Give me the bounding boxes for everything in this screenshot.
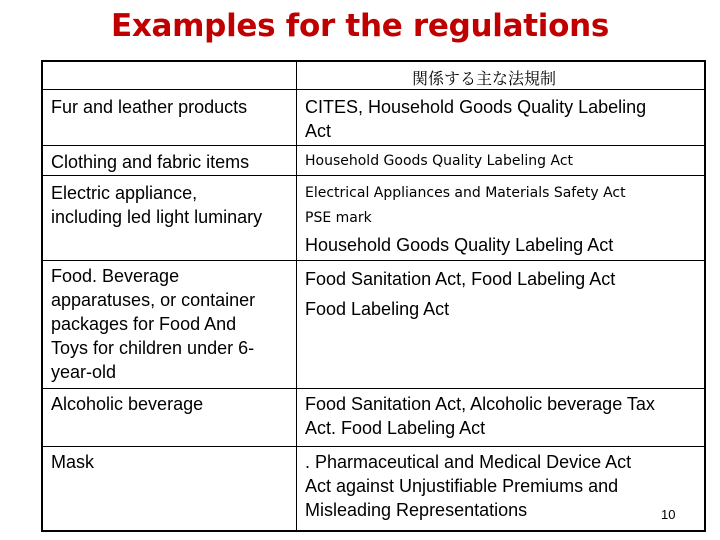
table-row-category: Mask xyxy=(51,452,95,472)
table-row-category: Food. Beverage apparatuses, or container packages for Food And Toys for children under 6- year-old xyxy=(51,266,256,382)
table-row-regulation: . Pharmaceutical and Medical Device Act Act against Unjustifiable Premiums and Misleading Representations xyxy=(305,452,632,520)
column-divider xyxy=(296,61,297,531)
row-divider xyxy=(42,388,705,389)
row-divider xyxy=(42,89,705,90)
table-row-regulation: Household Goods Quality Labeling Act xyxy=(305,153,574,169)
table-row-regulation: Food Sanitation Act, Alcoholic beverage Tax Act. Food Labeling Act xyxy=(305,394,655,438)
table-row-category: Fur and leather products xyxy=(51,97,248,117)
table-row-category: Alcoholic beverage xyxy=(51,394,204,414)
table-row-category: Clothing and fabric items xyxy=(51,152,250,172)
table-header: 関係する主な法規制 xyxy=(412,69,557,88)
table-row-regulation: CITES, Household Goods Quality Labeling Act xyxy=(305,97,647,141)
row-divider xyxy=(42,145,705,146)
table-row-category: Electric appliance, including led light luminary xyxy=(51,183,263,227)
table-row-regulation: Electrical Appliances and Materials Safety Act PSE mark Household Goods Quality Labeling Act xyxy=(305,185,626,255)
row-divider xyxy=(42,175,705,176)
page-title: Examples for the regulations xyxy=(110,8,610,44)
row-divider xyxy=(42,446,705,447)
row-divider xyxy=(42,260,705,261)
page-number: 10 xyxy=(661,507,676,522)
table-row-regulation: Food Sanitation Act, Food Labeling Act Food Labeling Act xyxy=(305,269,616,319)
